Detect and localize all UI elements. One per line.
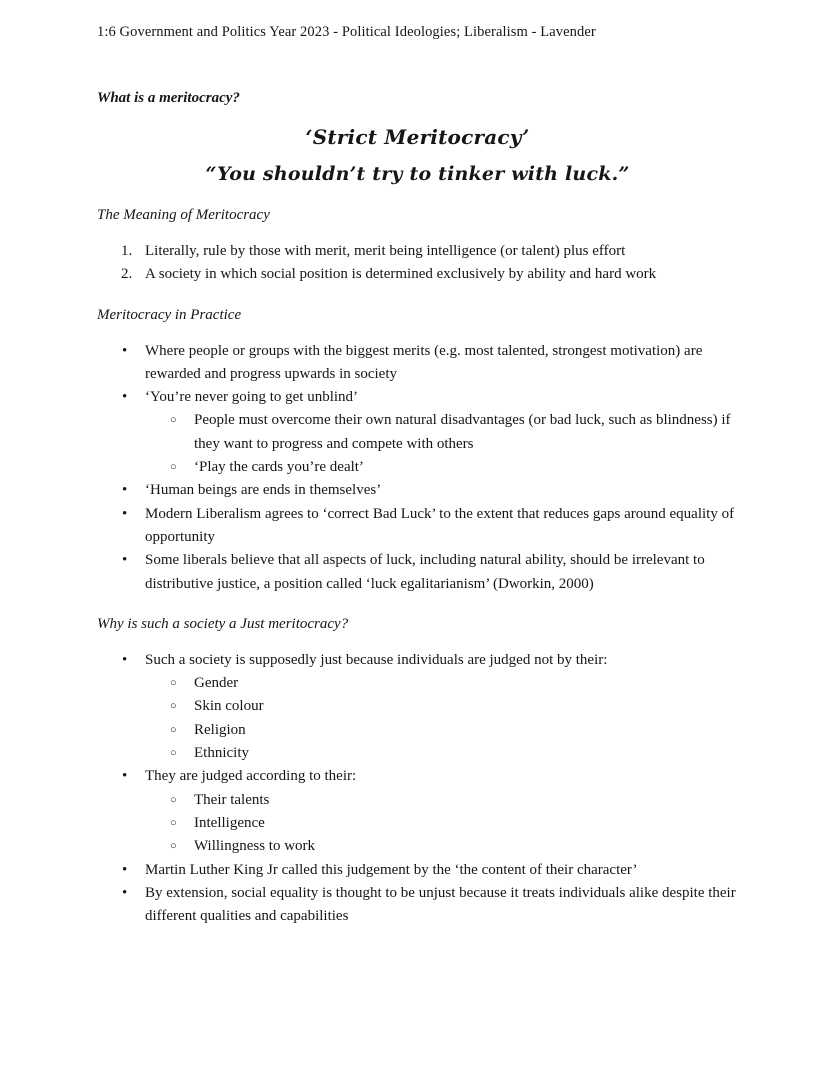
- circle-bullet-icon: ○: [170, 414, 177, 427]
- list-item: [97, 263, 738, 286]
- section-heading: The Meaning of Meritocracy: [97, 207, 270, 223]
- list-item: [97, 765, 738, 788]
- circle-bullet-icon: ○: [170, 793, 177, 806]
- bullet-icon: •: [122, 651, 128, 668]
- list-item-text: By extension, social equality is thought to be unjust because it treats individuals alike despite their different qualities and capabilities: [145, 884, 736, 925]
- document-header-title: 1:6 Government and Politics Year 2023 - Political Ideologies; Liberalism - Lavender: [97, 24, 596, 40]
- list-item: [97, 549, 738, 596]
- list-item-text: Intelligence: [194, 814, 265, 831]
- section-heading: Why is such a society a Just meritocracy?: [97, 615, 349, 632]
- section-heading: Meritocracy in Practice: [97, 306, 242, 323]
- list-item-text: ‘Human beings are ends in themselves’: [145, 482, 382, 499]
- bullet-icon: •: [122, 768, 128, 785]
- list-item-text: ‘Play the cards you’re dealt’: [194, 459, 364, 476]
- list-item-text: ‘You’re never going to get unblind’: [145, 389, 359, 406]
- bullet-icon: •: [122, 342, 128, 359]
- list: [97, 240, 738, 287]
- list-item-text: Some liberals believe that all aspects of luck, including natural ability, should be irrelevant to distributive justice, a position called ‘luck egalitarianism’ (Dworkin, 2000): [145, 552, 705, 592]
- list-item: [97, 409, 738, 456]
- list-number-marker: 2.: [121, 266, 133, 283]
- list-item: [97, 503, 738, 550]
- list-item: [97, 695, 738, 718]
- bullet-icon: •: [122, 884, 128, 901]
- list-item-text: Modern Liberalism agrees to ‘correct Bad Luck’ to the extent that reduces gaps around equality of opportunity: [145, 505, 735, 545]
- list-item: [97, 859, 738, 882]
- list-item-text: Religion: [194, 721, 246, 738]
- list-item-text: People must overcome their own natural disadvantages (or bad luck, such as blindness) if they want to progress and compete with others: [194, 412, 731, 452]
- list-item: [97, 719, 738, 742]
- list-item-text: Literally, rule by those with merit, merit being intelligence (or talent) plus effort: [145, 243, 626, 259]
- list-item: [97, 240, 738, 263]
- list-item: [97, 789, 738, 812]
- circle-bullet-icon: ○: [170, 461, 177, 474]
- bullet-icon: •: [122, 389, 128, 406]
- list-number-marker: 1.: [121, 243, 133, 259]
- bullet-icon: •: [122, 505, 128, 522]
- circle-bullet-icon: ○: [170, 840, 177, 853]
- list-item: [97, 340, 738, 387]
- circle-bullet-icon: ○: [170, 723, 177, 736]
- list-item: [97, 742, 738, 765]
- circle-bullet-icon: ○: [170, 700, 177, 713]
- list-item: [97, 835, 738, 858]
- list-item: [97, 479, 738, 502]
- list-item-text: Willingness to work: [194, 838, 316, 855]
- list-item-text: They are judged according to their:: [145, 768, 357, 785]
- quote-title: ‘Strict Meritocracy’: [305, 125, 530, 149]
- circle-bullet-icon: ○: [170, 816, 177, 829]
- list-item-text: Such a society is supposedly just because individuals are judged not by their:: [145, 651, 608, 668]
- question-heading: What is a meritocracy?: [97, 90, 240, 106]
- list-item: [97, 672, 738, 695]
- list-item-text: Martin Luther King Jr called this judgement by the ‘the content of their character’: [145, 861, 638, 878]
- list-item: [97, 882, 738, 929]
- document-sections: [97, 204, 738, 928]
- list-item-text: Their talents: [194, 791, 270, 808]
- list-item-text: A society in which social position is determined exclusively by ability and hard work: [145, 266, 657, 283]
- list: [97, 649, 738, 929]
- circle-bullet-icon: ○: [170, 747, 177, 760]
- bullet-icon: •: [122, 861, 128, 878]
- list-item: [97, 649, 738, 672]
- list-item-text: Skin colour: [194, 698, 264, 715]
- list-item-text: Gender: [194, 675, 239, 692]
- list-item-text: Ethnicity: [194, 745, 249, 762]
- bullet-icon: •: [122, 552, 128, 569]
- list: [97, 340, 738, 596]
- list-item: [97, 456, 738, 479]
- list-item: [97, 386, 738, 409]
- circle-bullet-icon: ○: [170, 677, 177, 690]
- list-item-text: Where people or groups with the biggest merits (e.g. most talented, strongest motivation) are rewarded and progress upwards in society: [145, 342, 703, 382]
- list-item: [97, 812, 738, 835]
- quote-subtitle: “You shouldn’t try to tinker with luck.”: [205, 163, 630, 185]
- bullet-icon: •: [122, 482, 128, 499]
